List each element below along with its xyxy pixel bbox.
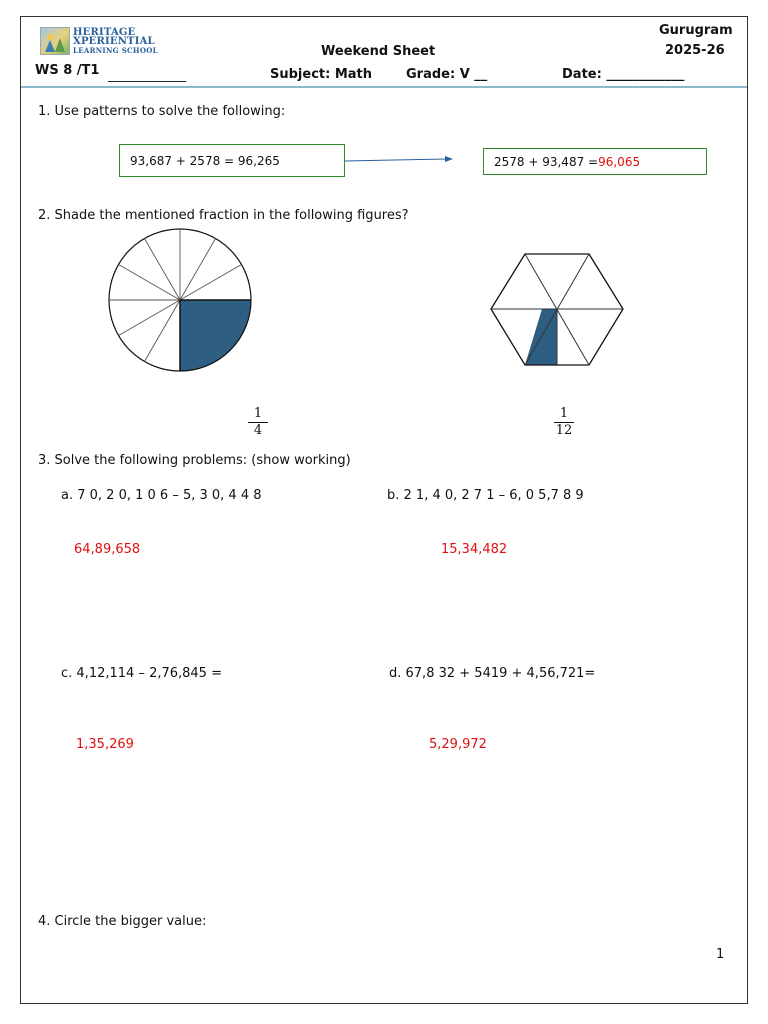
arrow-icon bbox=[345, 152, 457, 166]
subject-label: Subject: Math bbox=[270, 67, 373, 82]
answer-d: 5,29,972 bbox=[429, 737, 487, 752]
logo-emblem-icon bbox=[40, 27, 70, 55]
page-number: 1 bbox=[716, 947, 725, 962]
fraction-one-twelfth bbox=[552, 407, 576, 438]
answer-c: 1,35,269 bbox=[76, 737, 134, 752]
logo-line-1: HERITAGE bbox=[73, 26, 136, 38]
pattern-right-answer: 96,065 bbox=[598, 154, 641, 169]
pattern-box-left bbox=[119, 144, 345, 177]
fraction-1-numerator: 1 bbox=[253, 406, 263, 421]
problem-b: b. 2 1, 4 0, 2 7 1 – 6, 0 5,7 8 9 bbox=[387, 488, 584, 503]
worksheet-code: WS 8 /T1 bbox=[35, 63, 100, 78]
fraction-2-denominator: 12 bbox=[555, 423, 573, 438]
header-divider bbox=[21, 86, 747, 88]
campus-name: Gurugram bbox=[659, 23, 733, 38]
problem-d: d. 67,8 32 + 5419 + 4,56,721= bbox=[389, 666, 596, 681]
sheet-title: Weekend Sheet bbox=[321, 44, 436, 59]
name-blank: ____________ bbox=[108, 68, 186, 83]
session-year: 2025-26 bbox=[665, 43, 725, 58]
question-2: 2. Shade the mentioned fraction in the following figures? bbox=[38, 208, 409, 223]
school-logo bbox=[40, 26, 165, 56]
logo-line-3: LEARNING SCHOOL bbox=[73, 45, 158, 55]
problem-a: a. 7 0, 2 0, 1 0 6 – 5, 3 0, 4 4 8 bbox=[61, 488, 262, 503]
pattern-box-right bbox=[483, 148, 707, 175]
pattern-left-text: 93,687 + 2578 = 96,265 bbox=[130, 153, 280, 168]
logo-line-2: XPERIENTIAL bbox=[73, 35, 155, 47]
fraction-2-numerator: 1 bbox=[559, 406, 569, 421]
question-1: 1. Use patterns to solve the following: bbox=[38, 104, 286, 119]
circle-shaded-quarter bbox=[180, 300, 251, 371]
problem-c: c. 4,12,114 – 2,76,845 = bbox=[61, 666, 222, 681]
answer-a: 64,89,658 bbox=[74, 542, 141, 557]
fraction-1-denominator: 4 bbox=[253, 423, 263, 438]
fraction-circle-figure bbox=[100, 225, 260, 385]
question-4: 4. Circle the bigger value: bbox=[38, 914, 207, 929]
fraction-hexagon-figure bbox=[485, 250, 635, 370]
grade-label: Grade: V __ bbox=[406, 67, 488, 82]
question-3: 3. Solve the following problems: (show working) bbox=[38, 453, 351, 468]
answer-b: 15,34,482 bbox=[441, 542, 508, 557]
fraction-one-fourth bbox=[246, 407, 270, 438]
date-label: Date: ____________ bbox=[562, 67, 685, 82]
pattern-right-text: 2578 + 93,487 = bbox=[494, 154, 599, 169]
